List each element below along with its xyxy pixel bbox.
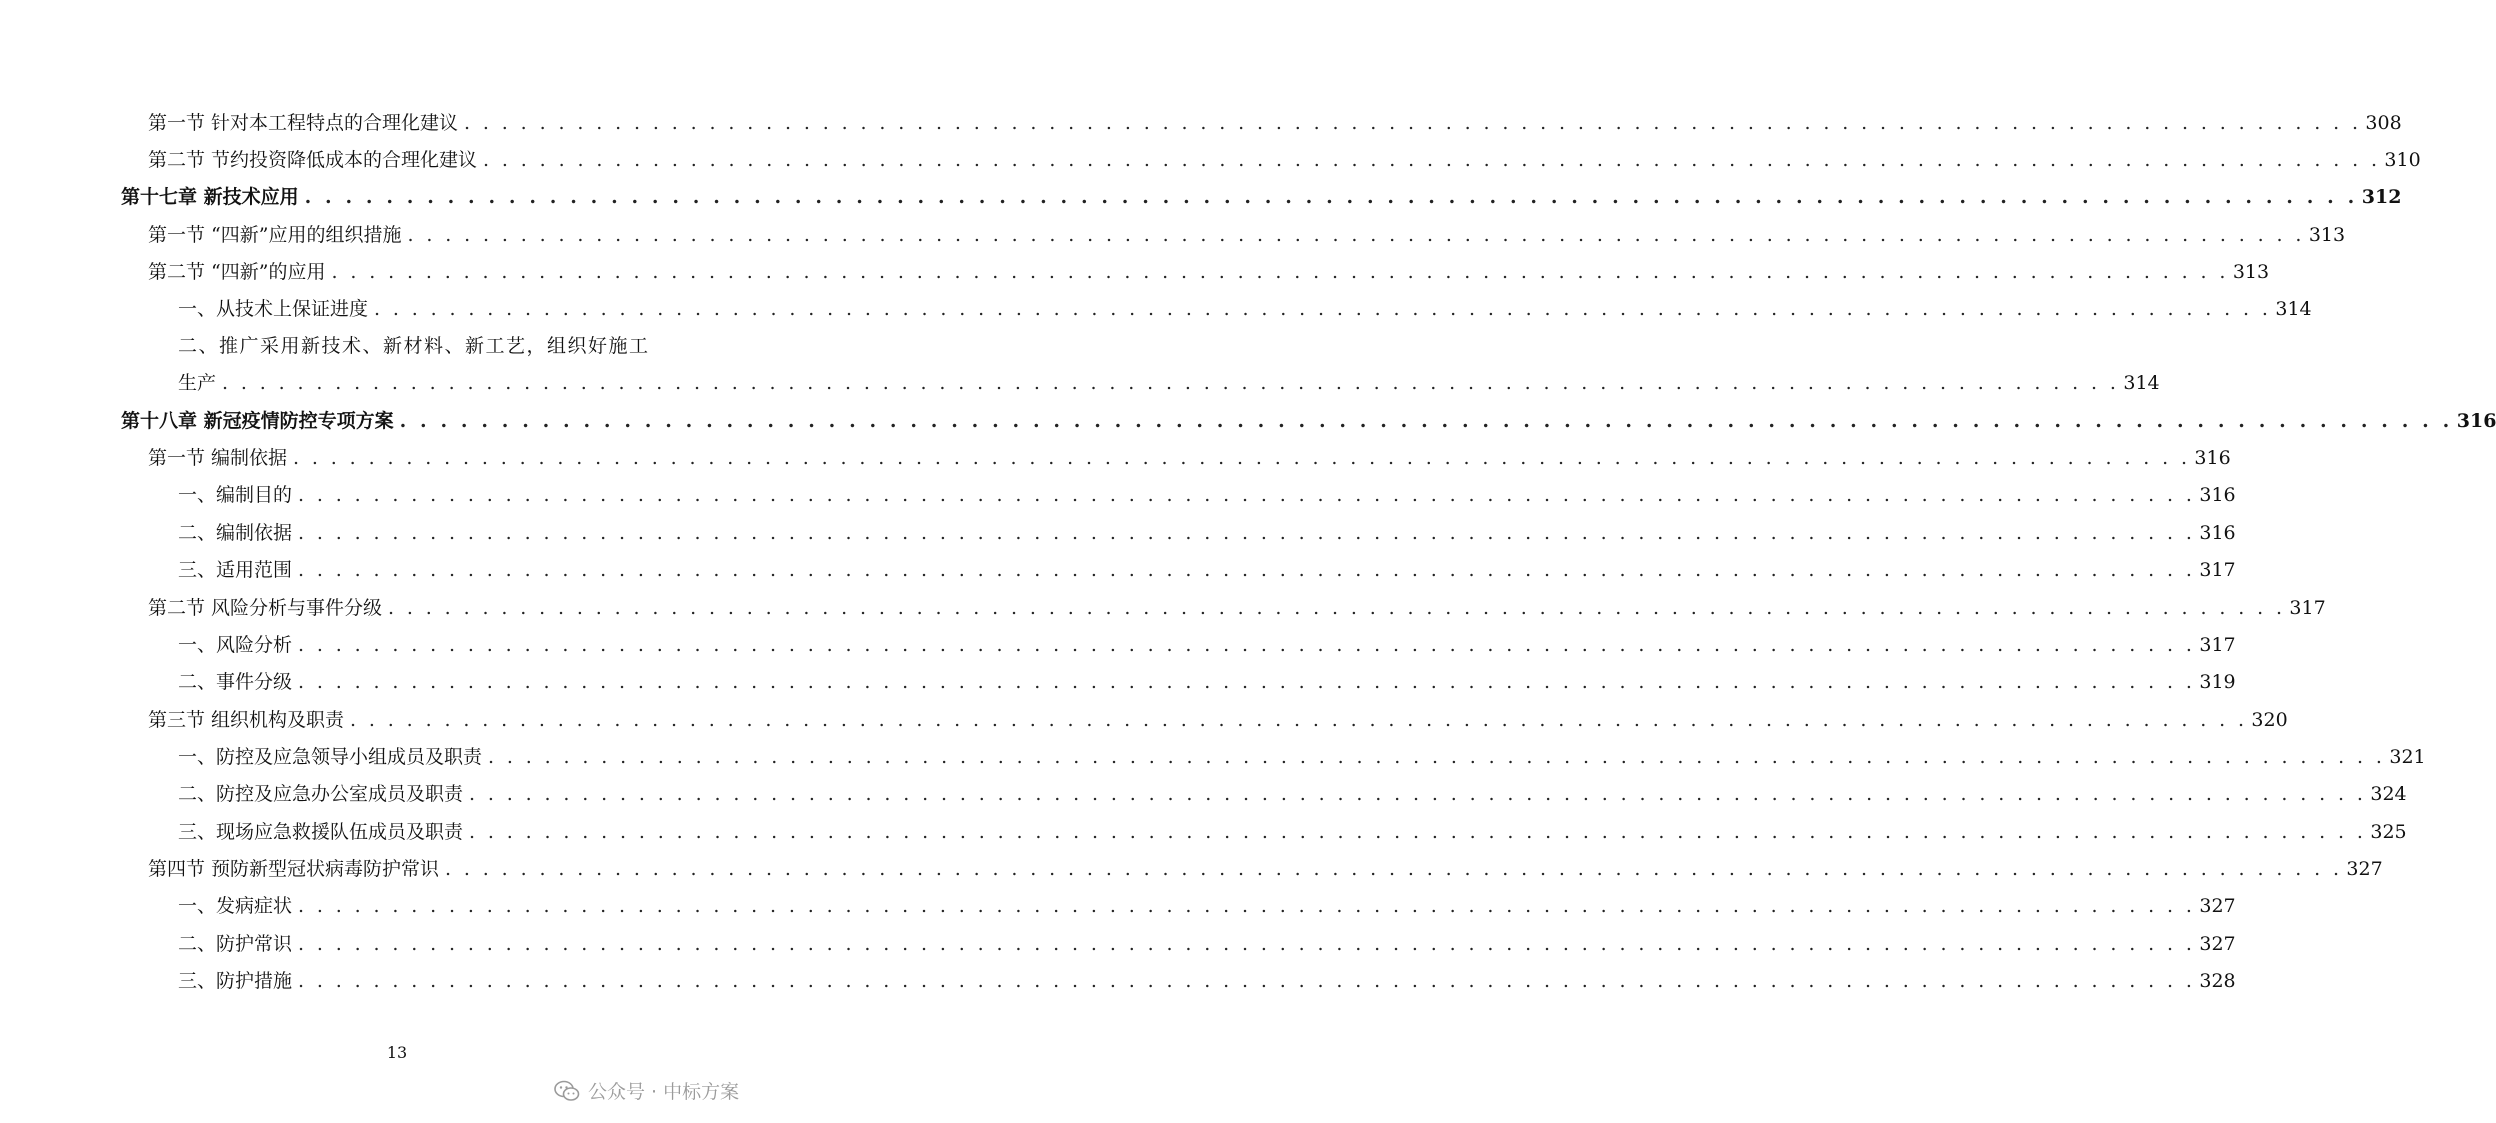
dot-leader: . . . . . . . . . . . . . . . . . . . . . . . . . . . . . . . . . . . . . . . . . . . . . . . . . . . . . . . . . . . . . . . . . . . . . . . . . . . . . . . . . . . . . . . . . . . . . . . . . . . . . bbox=[298, 484, 2196, 506]
toc-entry-label: 一、发病症状 bbox=[178, 895, 293, 917]
dot-leader: . . . . . . . . . . . . . . . . . . . . . . . . . . . . . . . . . . . . . . . . . . . . . . . . . . . . . . . . . . . . . . . . . . . . . . . . . . . . . . . . . . . . . . . . . . . . . . . . . . . . . bbox=[388, 597, 2286, 619]
toc-entry-label: 三、现场应急救援队伍成员及职责 bbox=[178, 821, 464, 843]
toc-entry-label: 一、风险分析 bbox=[178, 634, 293, 656]
toc-entry-page: 317 bbox=[2199, 634, 2236, 656]
toc-entry-label: 第一节 针对本工程特点的合理化建议 bbox=[148, 112, 459, 134]
toc-entry-page: 327 bbox=[2199, 895, 2236, 917]
watermark bbox=[554, 1077, 739, 1104]
toc-entry[interactable] bbox=[178, 291, 2312, 321]
toc-entry[interactable] bbox=[148, 142, 2421, 172]
toc-entry-label: 一、编制目的 bbox=[178, 484, 293, 506]
toc-entry[interactable] bbox=[178, 664, 2236, 694]
toc-entry-page: 320 bbox=[2251, 709, 2288, 731]
toc-entry[interactable] bbox=[148, 851, 2383, 881]
dot-leader: . . . . . . . . . . . . . . . . . . . . . . . . . . . . . . . . . . . . . . . . . . . . . . . . . . . . . . . . . . . . . . . . . . . . . . . . . . . . . . . . . . . . . . . . . . . . . . . . . . . . . bbox=[399, 410, 2453, 432]
dot-leader: . . . . . . . . . . . . . . . . . . . . . . . . . . . . . . . . . . . . . . . . . . . . . . . . . . . . . . . . . . . . . . . . . . . . . . . . . . . . . . . . . . . . . . . . . . . . . . . . . . . . . bbox=[304, 186, 2358, 208]
toc-entry-page: 317 bbox=[2199, 559, 2236, 581]
dot-leader: . . . . . . . . . . . . . . . . . . . . . . . . . . . . . . . . . . . . . . . . . . . . . . . . . . . . . . . . . . . . . . . . . . . . . . . . . . . . . . . . . . . . . . . . . . . . . . . . . . . . . bbox=[298, 970, 2196, 992]
toc-entry[interactable] bbox=[178, 477, 2236, 507]
dot-leader: . . . . . . . . . . . . . . . . . . . . . . . . . . . . . . . . . . . . . . . . . . . . . . . . . . . . . . . . . . . . . . . . . . . . . . . . . . . . . . . . . . . . . . . . . . . . . . . . . . . . . bbox=[298, 522, 2196, 544]
toc-entry[interactable] bbox=[178, 926, 2236, 956]
toc-entry-page: 319 bbox=[2199, 671, 2236, 693]
toc-entry-label: 二、编制依据 bbox=[178, 522, 293, 544]
dot-leader: . . . . . . . . . . . . . . . . . . . . . . . . . . . . . . . . . . . . . . . . . . . . . . . . . . . . . . . . . . . . . . . . . . . . . . . . . . . . . . . . . . . . . . . . . . . . . . . . . . . . . bbox=[350, 709, 2248, 731]
toc-chapter-entry[interactable] bbox=[121, 179, 2402, 209]
toc-entry-page: 327 bbox=[2199, 933, 2236, 955]
wechat-icon bbox=[554, 1079, 580, 1103]
dot-leader: . . . . . . . . . . . . . . . . . . . . . . . . . . . . . . . . . . . . . . . . . . . . . . . . . . . . . . . . . . . . . . . . . . . . . . . . . . . . . . . . . . . . . . . . . . . . . . . . . . . . . bbox=[488, 746, 2386, 768]
toc-entry[interactable] bbox=[178, 888, 2236, 918]
toc-entry[interactable] bbox=[148, 440, 2231, 470]
toc-entry-label: 二、防护常识 bbox=[178, 933, 293, 955]
toc-entry[interactable] bbox=[148, 105, 2402, 135]
dot-leader: . . . . . . . . . . . . . . . . . . . . . . . . . . . . . . . . . . . . . . . . . . . . . . . . . . . . . . . . . . . . . . . . . . . . . . . . . . . . . . . . . . . . . . . . . . . . . . . . . . . . . bbox=[469, 821, 2367, 843]
toc-entry[interactable] bbox=[178, 552, 2236, 582]
toc-entry-label: 第二节 “四新”的应用 bbox=[148, 261, 326, 283]
toc-entry-label: 第四节 预防新型冠状病毒防护常识 bbox=[148, 858, 440, 880]
toc-entry-label: 三、适用范围 bbox=[178, 559, 293, 581]
toc-entry-page: 317 bbox=[2289, 597, 2326, 619]
dot-leader: . . . . . . . . . . . . . . . . . . . . . . . . . . . . . . . . . . . . . . . . . . . . . . . . . . . . . . . . . . . . . . . . . . . . . . . . . . . . . . . . . . . . . . . . . . . . . . . . . . . . . bbox=[298, 671, 2196, 693]
toc-entry-label: 第十八章 新冠疫情防控专项方案 bbox=[121, 410, 394, 432]
watermark-text: 公众号 · 中标方案 bbox=[588, 1081, 740, 1103]
toc-entry[interactable] bbox=[148, 217, 2346, 247]
toc-entry-label: 三、防护措施 bbox=[178, 970, 293, 992]
toc-entry-label: 第二节 节约投资降低成本的合理化建议 bbox=[148, 149, 478, 171]
toc-entry[interactable] bbox=[178, 814, 2407, 844]
toc-entry-page: 313 bbox=[2232, 261, 2270, 283]
dot-leader: . . . . . . . . . . . . . . . . . . . . . . . . . . . . . . . . . . . . . . . . . . . . . . . . . . . . . . . . . . . . . . . . . . . . . . . . . . . . . . . . . . . . . . . . . . . . . . . . . . . . . bbox=[331, 261, 2229, 283]
dot-leader: . . . . . . . . . . . . . . . . . . . . . . . . . . . . . . . . . . . . . . . . . . . . . . . . . . . . . . . . . . . . . . . . . . . . . . . . . . . . . . . . . . . . . . . . . . . . . . . . . . . . . bbox=[445, 858, 2343, 880]
toc-entry-page: 321 bbox=[2389, 746, 2426, 768]
toc-entry[interactable] bbox=[148, 590, 2326, 620]
toc-entry[interactable] bbox=[148, 702, 2288, 732]
toc-entry-label: 第一节 “四新”应用的组织措施 bbox=[148, 224, 402, 246]
toc-entry-page: 316 bbox=[2194, 447, 2231, 469]
toc-entry-page: 324 bbox=[2370, 783, 2407, 805]
toc-entry-label: 二、事件分级 bbox=[178, 671, 293, 693]
toc-entry[interactable] bbox=[178, 627, 2236, 657]
dot-leader: . . . . . . . . . . . . . . . . . . . . . . . . . . . . . . . . . . . . . . . . . . . . . . . . . . . . . . . . . . . . . . . . . . . . . . . . . . . . . . . . . . . . . . . . . . . . . . . . . . . . . bbox=[407, 224, 2305, 246]
toc-entry-page: 316 bbox=[2199, 522, 2236, 544]
toc-entry[interactable] bbox=[148, 254, 2270, 284]
dot-leader: . . . . . . . . . . . . . . . . . . . . . . . . . . . . . . . . . . . . . . . . . . . . . . . . . . . . . . . . . . . . . . . . . . . . . . . . . . . . . . . . . . . . . . . . . . . . . . . . . . . . . bbox=[298, 895, 2196, 917]
page-number: 13 bbox=[386, 1043, 408, 1062]
toc-entry[interactable] bbox=[178, 515, 2236, 545]
toc-entry-page: 310 bbox=[2384, 149, 2421, 171]
toc-entry-page: 316 bbox=[2199, 484, 2236, 506]
toc-chapter-entry[interactable] bbox=[121, 403, 2496, 433]
toc-entry-page: 312 bbox=[2361, 186, 2402, 208]
toc-entry-page: 313 bbox=[2308, 224, 2346, 246]
dot-leader: . . . . . . . . . . . . . . . . . . . . . . . . . . . . . . . . . . . . . . . . . . . . . . . . . . . . . . . . . . . . . . . . . . . . . . . . . . . . . . . . . . . . . . . . . . . . . . . . . . . . . bbox=[298, 559, 2196, 581]
toc-entry[interactable] bbox=[178, 963, 2236, 993]
toc-entry-page: 325 bbox=[2370, 821, 2407, 843]
toc-entry[interactable] bbox=[178, 365, 2160, 395]
toc-entry-label: 一、防控及应急领导小组成员及职责 bbox=[178, 746, 483, 768]
toc-entry-page: 327 bbox=[2346, 858, 2383, 880]
toc-entry[interactable] bbox=[178, 776, 2407, 806]
dot-leader: . . . . . . . . . . . . . . . . . . . . . . . . . . . . . . . . . . . . . . . . . . . . . . . . . . . . . . . . . . . . . . . . . . . . . . . . . . . . . . . . . . . . . . . . . . . . . . . . . . . . . bbox=[293, 447, 2191, 469]
toc-entry-page: 314 bbox=[2275, 298, 2312, 320]
toc-entry-page: 308 bbox=[2365, 112, 2402, 134]
dot-leader: . . . . . . . . . . . . . . . . . . . . . . . . . . . . . . . . . . . . . . . . . . . . . . . . . . . . . . . . . . . . . . . . . . . . . . . . . . . . . . . . . . . . . . . . . . . . . . . . . . . . . bbox=[374, 298, 2272, 320]
toc-entry-page: 314 bbox=[2123, 372, 2160, 394]
dot-leader: . . . . . . . . . . . . . . . . . . . . . . . . . . . . . . . . . . . . . . . . . . . . . . . . . . . . . . . . . . . . . . . . . . . . . . . . . . . . . . . . . . . . . . . . . . . . . . . . . . . . . bbox=[222, 372, 2120, 394]
toc-entry-label: 生产 bbox=[178, 372, 217, 394]
dot-leader: . . . . . . . . . . . . . . . . . . . . . . . . . . . . . . . . . . . . . . . . . . . . . . . . . . . . . . . . . . . . . . . . . . . . . . . . . . . . . . . . . . . . . . . . . . . . . . . . . . . . . bbox=[298, 634, 2196, 656]
dot-leader: . . . . . . . . . . . . . . . . . . . . . . . . . . . . . . . . . . . . . . . . . . . . . . . . . . . . . . . . . . . . . . . . . . . . . . . . . . . . . . . . . . . . . . . . . . . . . . . . . . . . . bbox=[469, 783, 2367, 805]
toc-entry-label: 二、防控及应急办公室成员及职责 bbox=[178, 783, 464, 805]
toc-entry-label: 第十七章 新技术应用 bbox=[121, 186, 299, 208]
toc-entry-label: 一、从技术上保证进度 bbox=[178, 298, 369, 320]
dot-leader: . . . . . . . . . . . . . . . . . . . . . . . . . . . . . . . . . . . . . . . . . . . . . . . . . . . . . . . . . . . . . . . . . . . . . . . . . . . . . . . . . . . . . . . . . . . . . . . . . . . . . bbox=[483, 149, 2381, 171]
dot-leader: . . . . . . . . . . . . . . . . . . . . . . . . . . . . . . . . . . . . . . . . . . . . . . . . . . . . . . . . . . . . . . . . . . . . . . . . . . . . . . . . . . . . . . . . . . . . . . . . . . . . . bbox=[298, 933, 2196, 955]
toc-entry[interactable] bbox=[178, 739, 2426, 769]
toc-entry-label: 第二节 风险分析与事件分级 bbox=[148, 597, 383, 619]
toc-entry-label: 第三节 组织机构及职责 bbox=[148, 709, 345, 731]
toc-entry-page: 316 bbox=[2456, 410, 2496, 432]
toc-entry-label-line1[interactable]: 二、推广采用新技术、新材料、新工艺，组织好施工 bbox=[178, 335, 650, 357]
dot-leader: . . . . . . . . . . . . . . . . . . . . . . . . . . . . . . . . . . . . . . . . . . . . . . . . . . . . . . . . . . . . . . . . . . . . . . . . . . . . . . . . . . . . . . . . . . . . . . . . . . . . . bbox=[464, 112, 2362, 134]
toc-entry-label: 第一节 编制依据 bbox=[148, 447, 288, 469]
toc-entry-page: 328 bbox=[2199, 970, 2236, 992]
